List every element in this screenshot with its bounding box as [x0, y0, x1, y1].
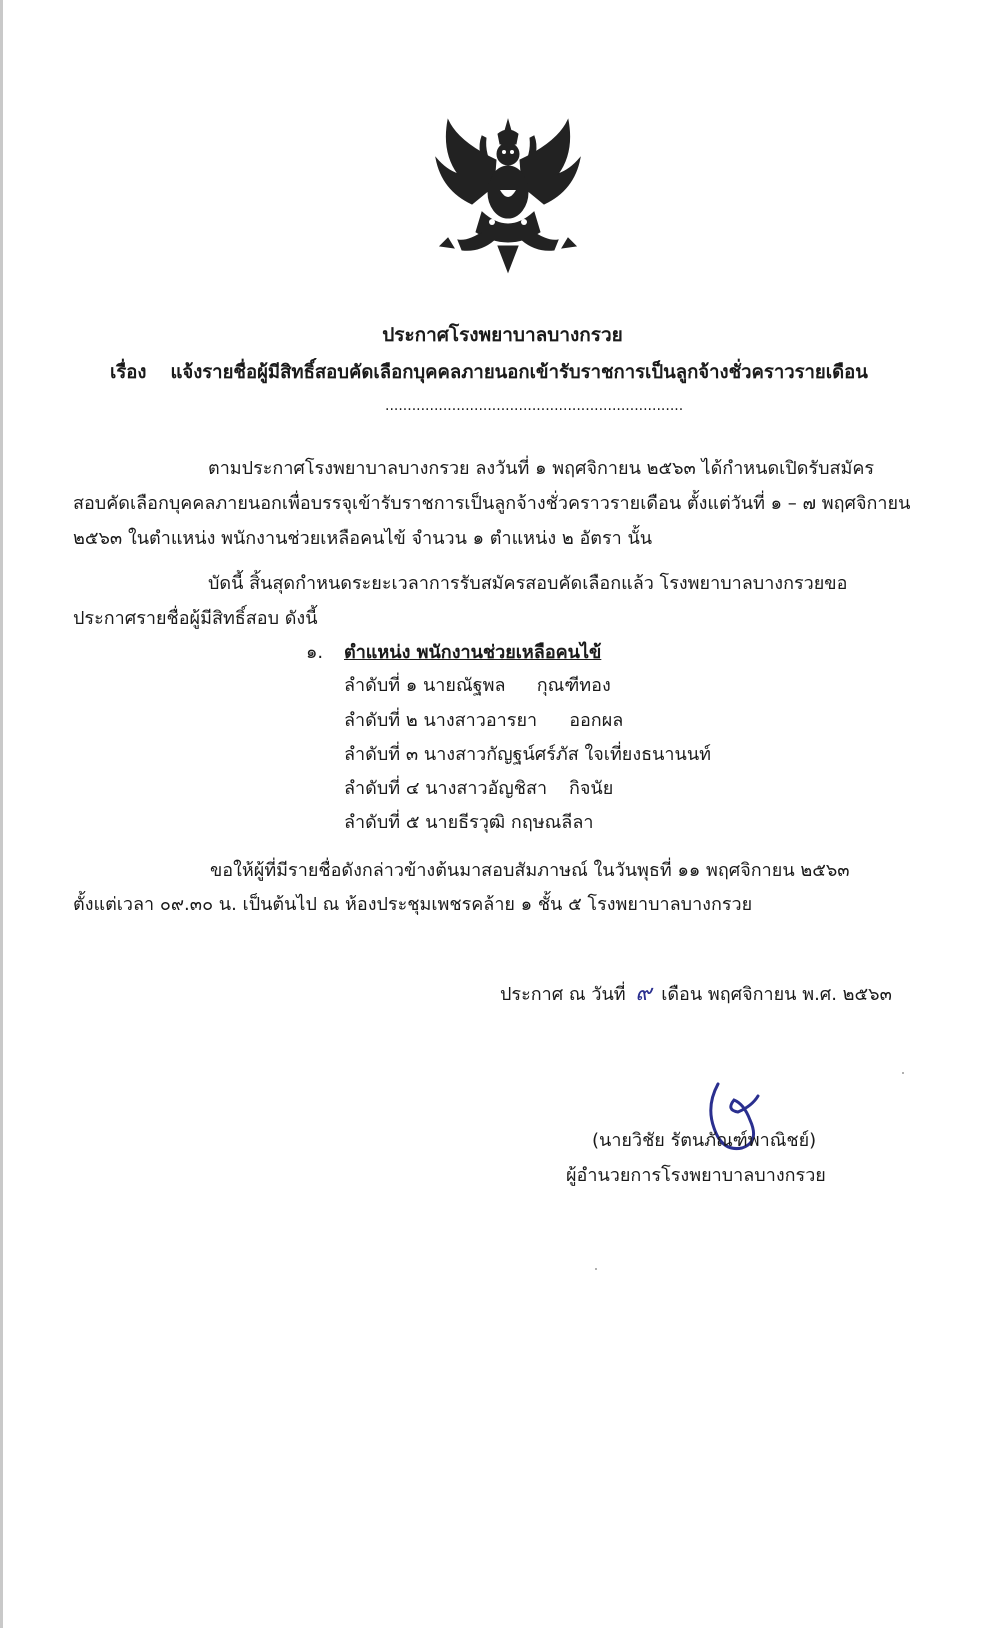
- candidate-last-name: กฤษณลีลา: [510, 812, 594, 833]
- candidate-row: [344, 739, 711, 768]
- candidate-last-name: กุณฑีทอง: [536, 675, 611, 696]
- candidate-last-name: กิจนัย: [568, 778, 614, 799]
- candidate-row: [344, 705, 623, 734]
- announcement-day-handwritten: ๙: [635, 981, 652, 1006]
- candidate-row: [344, 670, 611, 699]
- candidate-rank: ลำดับที่ ๒: [344, 710, 418, 731]
- garuda-emblem: [428, 112, 588, 282]
- subject-line: [110, 358, 868, 387]
- candidate-rank: ลำดับที่ ๔: [344, 778, 420, 799]
- candidate-rank: ลำดับที่ ๕: [344, 812, 420, 833]
- candidate-first-name: นางสาวอารยา: [423, 710, 538, 731]
- paragraph1-line2: สอบคัดเลือกบุคคลภายนอกเพื่อบรรจุเข้ารับราชการเป็นลูกจ้างชั่วคราวรายเดือน ตั้งแต่วันที่ ๑ – ๗ พฤศจิกายน: [73, 493, 911, 514]
- candidate-first-name: นางสาวอัญชิสา: [425, 778, 548, 799]
- candidate-last-name: ใจเที่ยงธนานนท์: [584, 744, 712, 765]
- candidate-rank: ลำดับที่ ๑: [344, 675, 418, 696]
- candidate-first-name: นายธีรวุฒิ: [425, 812, 506, 833]
- paragraph1-line3: ๒๕๖๓ ในตำแหน่ง พนักงานช่วยเหลือคนไข้ จำนวน ๑ ตำแหน่ง ๒ อัตรา นั้น: [73, 528, 653, 549]
- candidate-first-name: นายณัฐพล: [423, 675, 506, 696]
- separator-dots: ...................................................................: [385, 398, 684, 414]
- subject-label: เรื่อง: [110, 362, 147, 383]
- candidate-last-name: ออกผล: [569, 710, 624, 731]
- page-title: ประกาศโรงพยาบาลบางกรวย: [382, 324, 623, 346]
- position-title: ตำแหน่ง พนักงานช่วยเหลือคนไข้: [344, 642, 602, 663]
- paragraph1-line1: ตามประกาศโรงพยาบาลบางกรวย ลงวันที่ ๑ พฤศจิกายน ๒๕๖๓ ได้กำหนดเปิดรับสมัคร: [208, 458, 875, 479]
- subject-text: แจ้งรายชื่อผู้มีสิทธิ์สอบคัดเลือกบุคคลภายนอกเข้ารับราชการเป็นลูกจ้างชั่วคราวรายเดือน: [170, 362, 868, 383]
- paragraph3-line2: ตั้งแต่เวลา ๐๙.๓๐ น. เป็นต้นไป ณ ห้องประชุมเพชรคล้าย ๑ ชั้น ๕ โรงพยาบาลบางกรวย: [73, 894, 753, 915]
- paragraph2-line1: บัดนี้ สิ้นสุดกำหนดระยะเวลาการรับสมัครสอบคัดเลือกแล้ว โรงพยาบาลบางกรวยขอ: [208, 573, 848, 594]
- scan-speck: [902, 1072, 904, 1074]
- announcement-suffix: เดือน พฤศจิกายน พ.ศ. ๒๕๖๓: [661, 984, 892, 1005]
- candidate-rank: ลำดับที่ ๓: [344, 744, 419, 765]
- candidate-row: [344, 807, 593, 836]
- candidate-first-name: นางสาวกัญฐน์ศร์ภัส: [423, 744, 579, 765]
- paragraph2-line2: ประกาศรายชื่อผู้มีสิทธิ์สอบ ดังนี้: [73, 608, 318, 629]
- announcement-prefix: ประกาศ ณ วันที่: [500, 984, 626, 1005]
- position-number: ๑.: [306, 642, 324, 663]
- announcement-date: [500, 975, 892, 1010]
- scan-speck: [595, 1268, 597, 1270]
- position-heading: [306, 637, 601, 666]
- signatory-name: (นายวิชัย รัตนภัณฑ์พาณิชย์): [592, 1130, 817, 1151]
- candidate-row: [344, 773, 613, 802]
- signatory-title: ผู้อำนวยการโรงพยาบาลบางกรวย: [566, 1165, 826, 1186]
- page-edge: [0, 0, 3, 1628]
- paragraph3-line1: ขอให้ผู้ที่มีรายชื่อดังกล่าวข้างต้นมาสอบสัมภาษณ์ ในวันพุธที่ ๑๑ พฤศจิกายน ๒๕๖๓: [210, 860, 850, 881]
